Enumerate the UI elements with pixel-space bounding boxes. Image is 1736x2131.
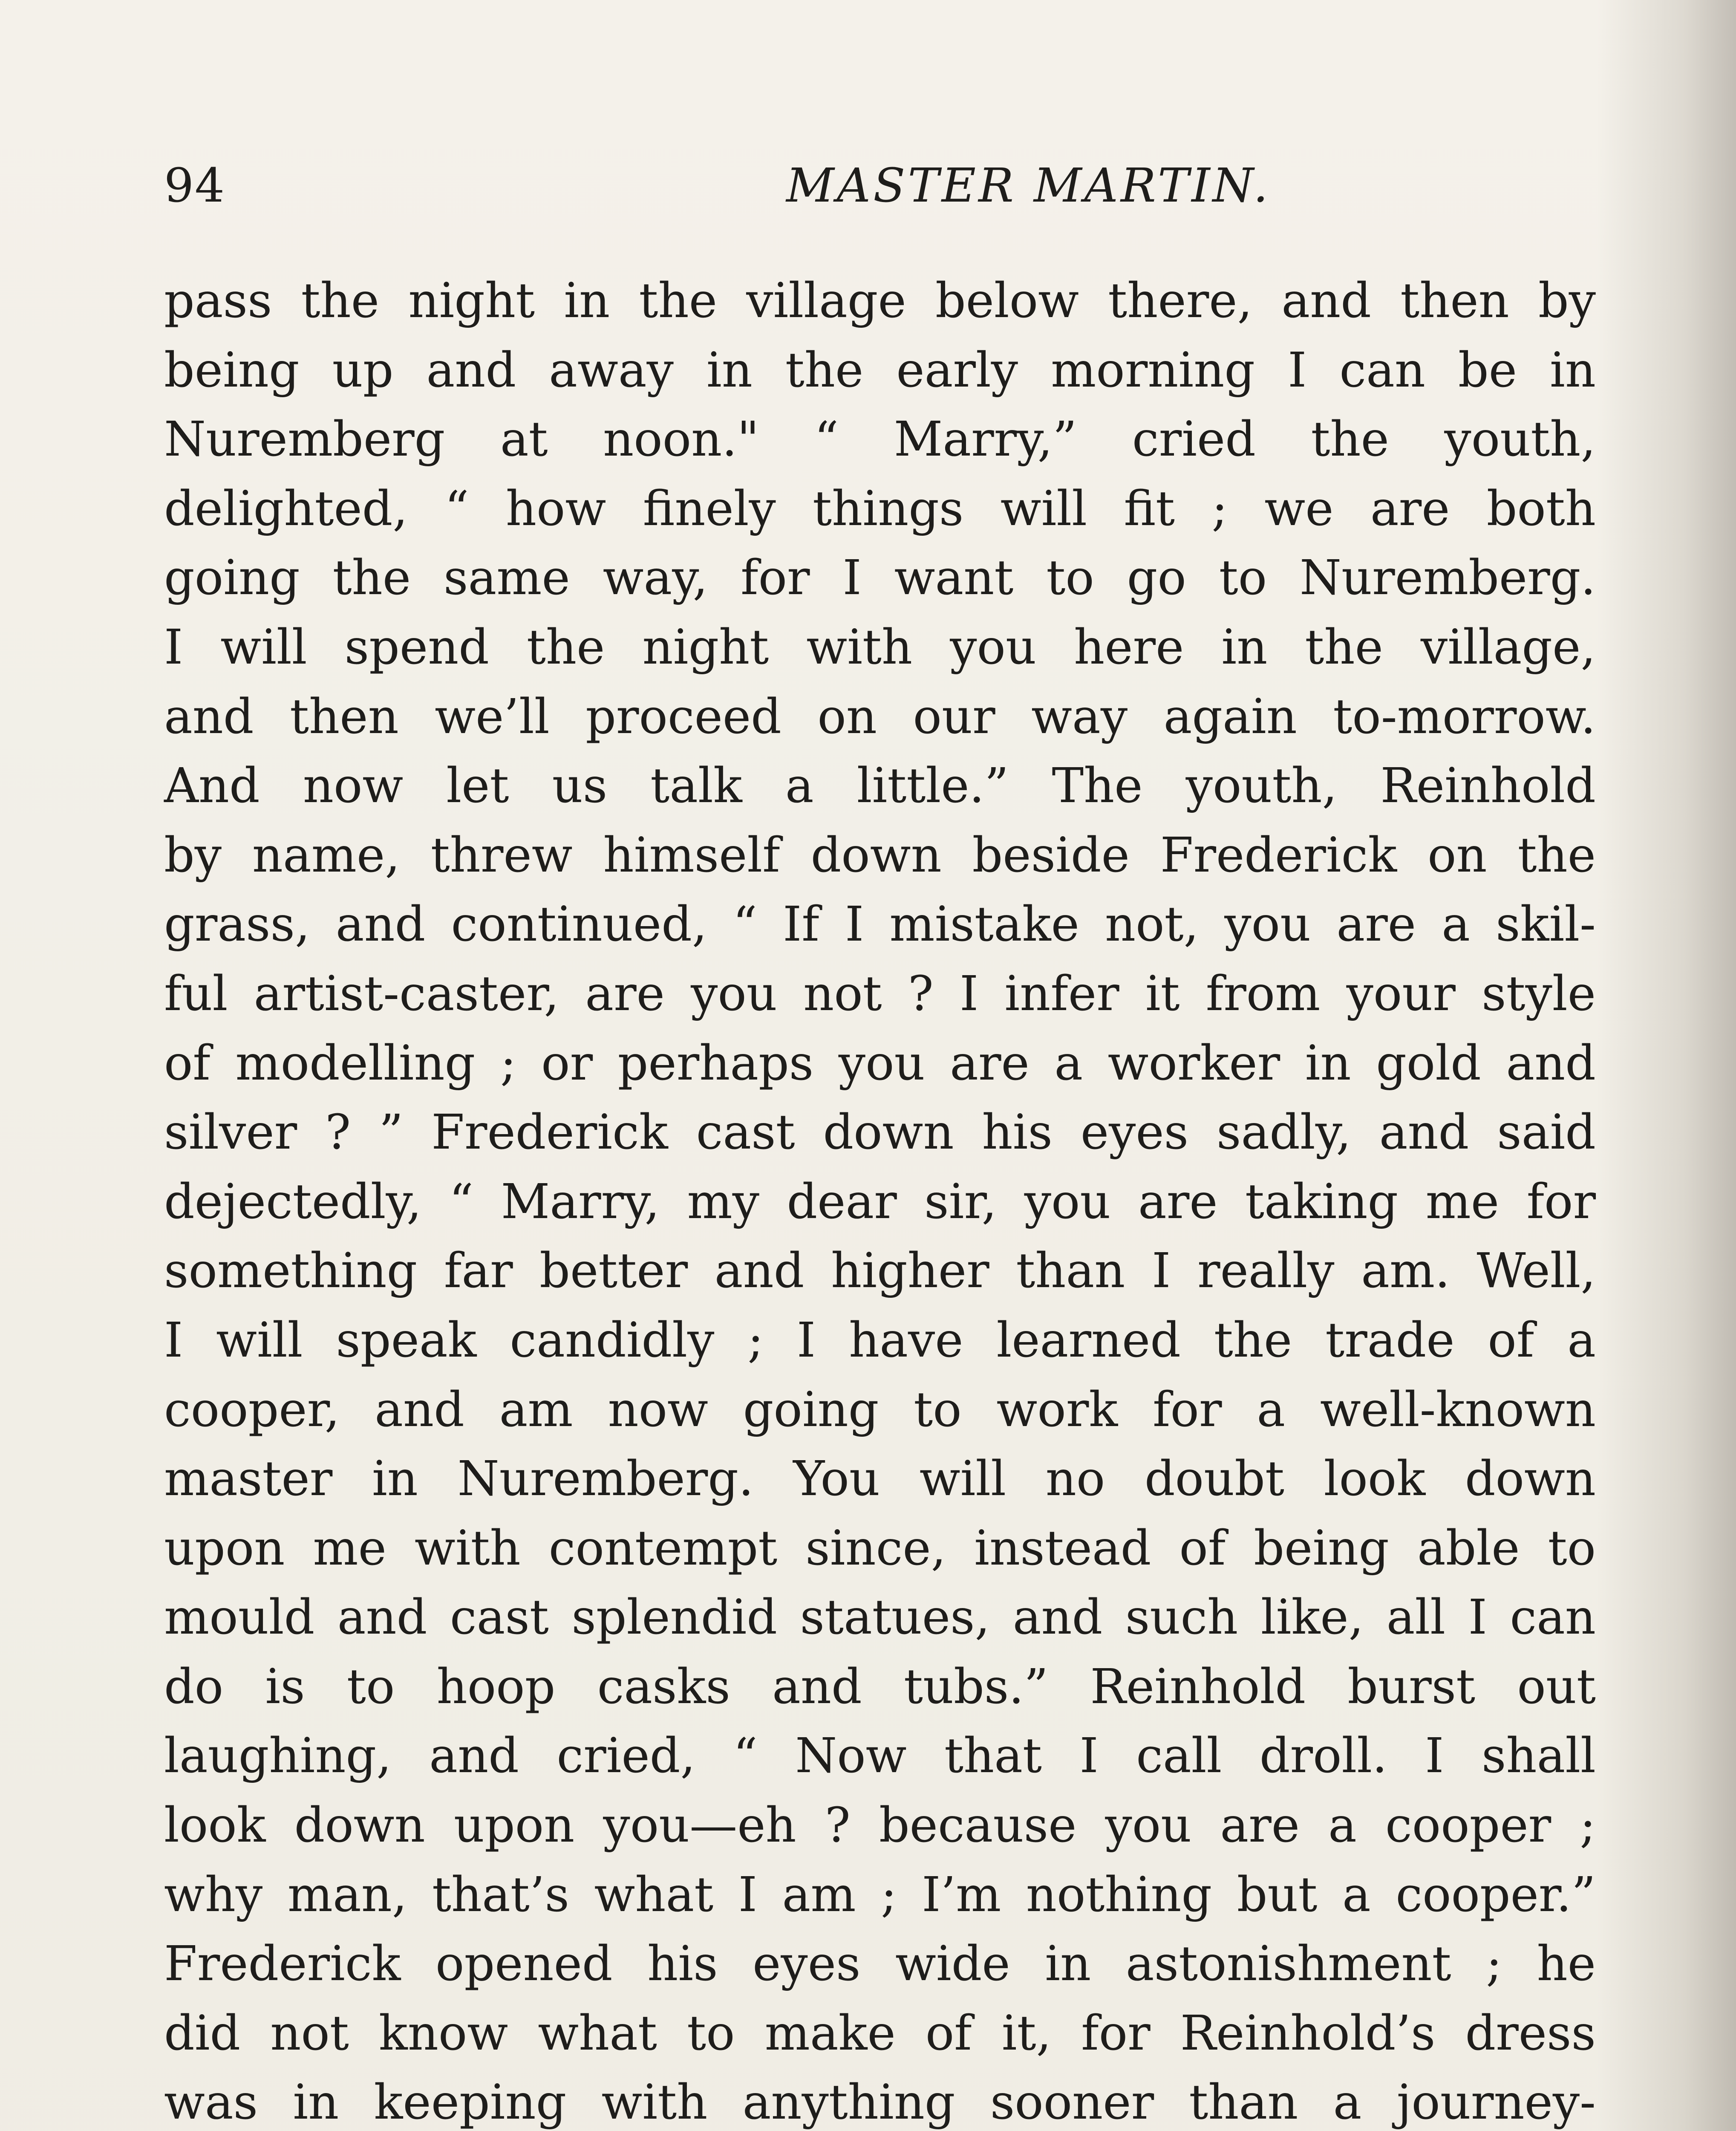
text-line: pass the night in the village below there, and then by — [164, 273, 1596, 329]
text-line: was in keeping with anything sooner than a journey- — [164, 2075, 1596, 2131]
text-line: laughing, and cried, “ Now that I call droll. I shall — [164, 1728, 1596, 1784]
text-line: of modelling ; or perhaps you are a worker in gold and — [164, 1035, 1596, 1091]
page-header — [164, 149, 1596, 217]
text-line: I will spend the night with you here in the village, — [164, 619, 1596, 675]
text-line: upon me with contempt since, instead of being able to — [164, 1520, 1596, 1576]
text-line: dejectedly, “ Marry, my dear sir, you are taking me for — [164, 1174, 1596, 1230]
text-line: cooper, and am now going to work for a well-known — [164, 1382, 1596, 1438]
page-number: 94 — [164, 158, 225, 213]
body-text — [164, 266, 1596, 2131]
text-line: I will speak candidly ; I have learned the trade of a — [164, 1312, 1596, 1368]
text-line: grass, and continued, “ If I mistake not, you are a skil- — [164, 897, 1596, 953]
text-line: mould and cast splendid statues, and such like, all I can — [164, 1590, 1596, 1646]
text-line: ful artist-caster, are you not ? I infer it from your style — [164, 966, 1596, 1022]
text-line: why man, that’s what I am ; I’m nothing but a cooper.” — [164, 1867, 1596, 1923]
text-line: and then we’ll proceed on our way again to-morrow. — [164, 689, 1596, 745]
text-line: do is to hoop casks and tubs.” Reinhold burst out — [164, 1659, 1596, 1715]
text-line: Frederick opened his eyes wide in astonishment ; he — [164, 1936, 1596, 1992]
text-line: going the same way, for I want to go to Nuremberg. — [164, 550, 1596, 606]
text-line: did not know what to make of it, for Reinhold’s dress — [164, 2005, 1596, 2061]
text-line: look down upon you—eh ? because you are a cooper ; — [164, 1798, 1596, 1854]
running-title: MASTER MARTIN. — [786, 158, 1271, 213]
text-line: silver ? ” Frederick cast down his eyes sadly, and said — [164, 1105, 1596, 1161]
text-line: being up and away in the early morning I can be in — [164, 342, 1596, 398]
text-line: Nuremberg at noon." “ Marry,” cried the youth, — [164, 412, 1596, 468]
text-line: by name, threw himself down beside Frederick on the — [164, 827, 1596, 883]
text-line: And now let us talk a little.” The youth, Reinhold — [164, 758, 1596, 814]
text-line: master in Nuremberg. You will no doubt look down — [164, 1451, 1596, 1507]
text-line: something far better and higher than I really am. Well, — [164, 1243, 1596, 1299]
text-line: delighted, “ how finely things will fit ; we are both — [164, 481, 1596, 537]
